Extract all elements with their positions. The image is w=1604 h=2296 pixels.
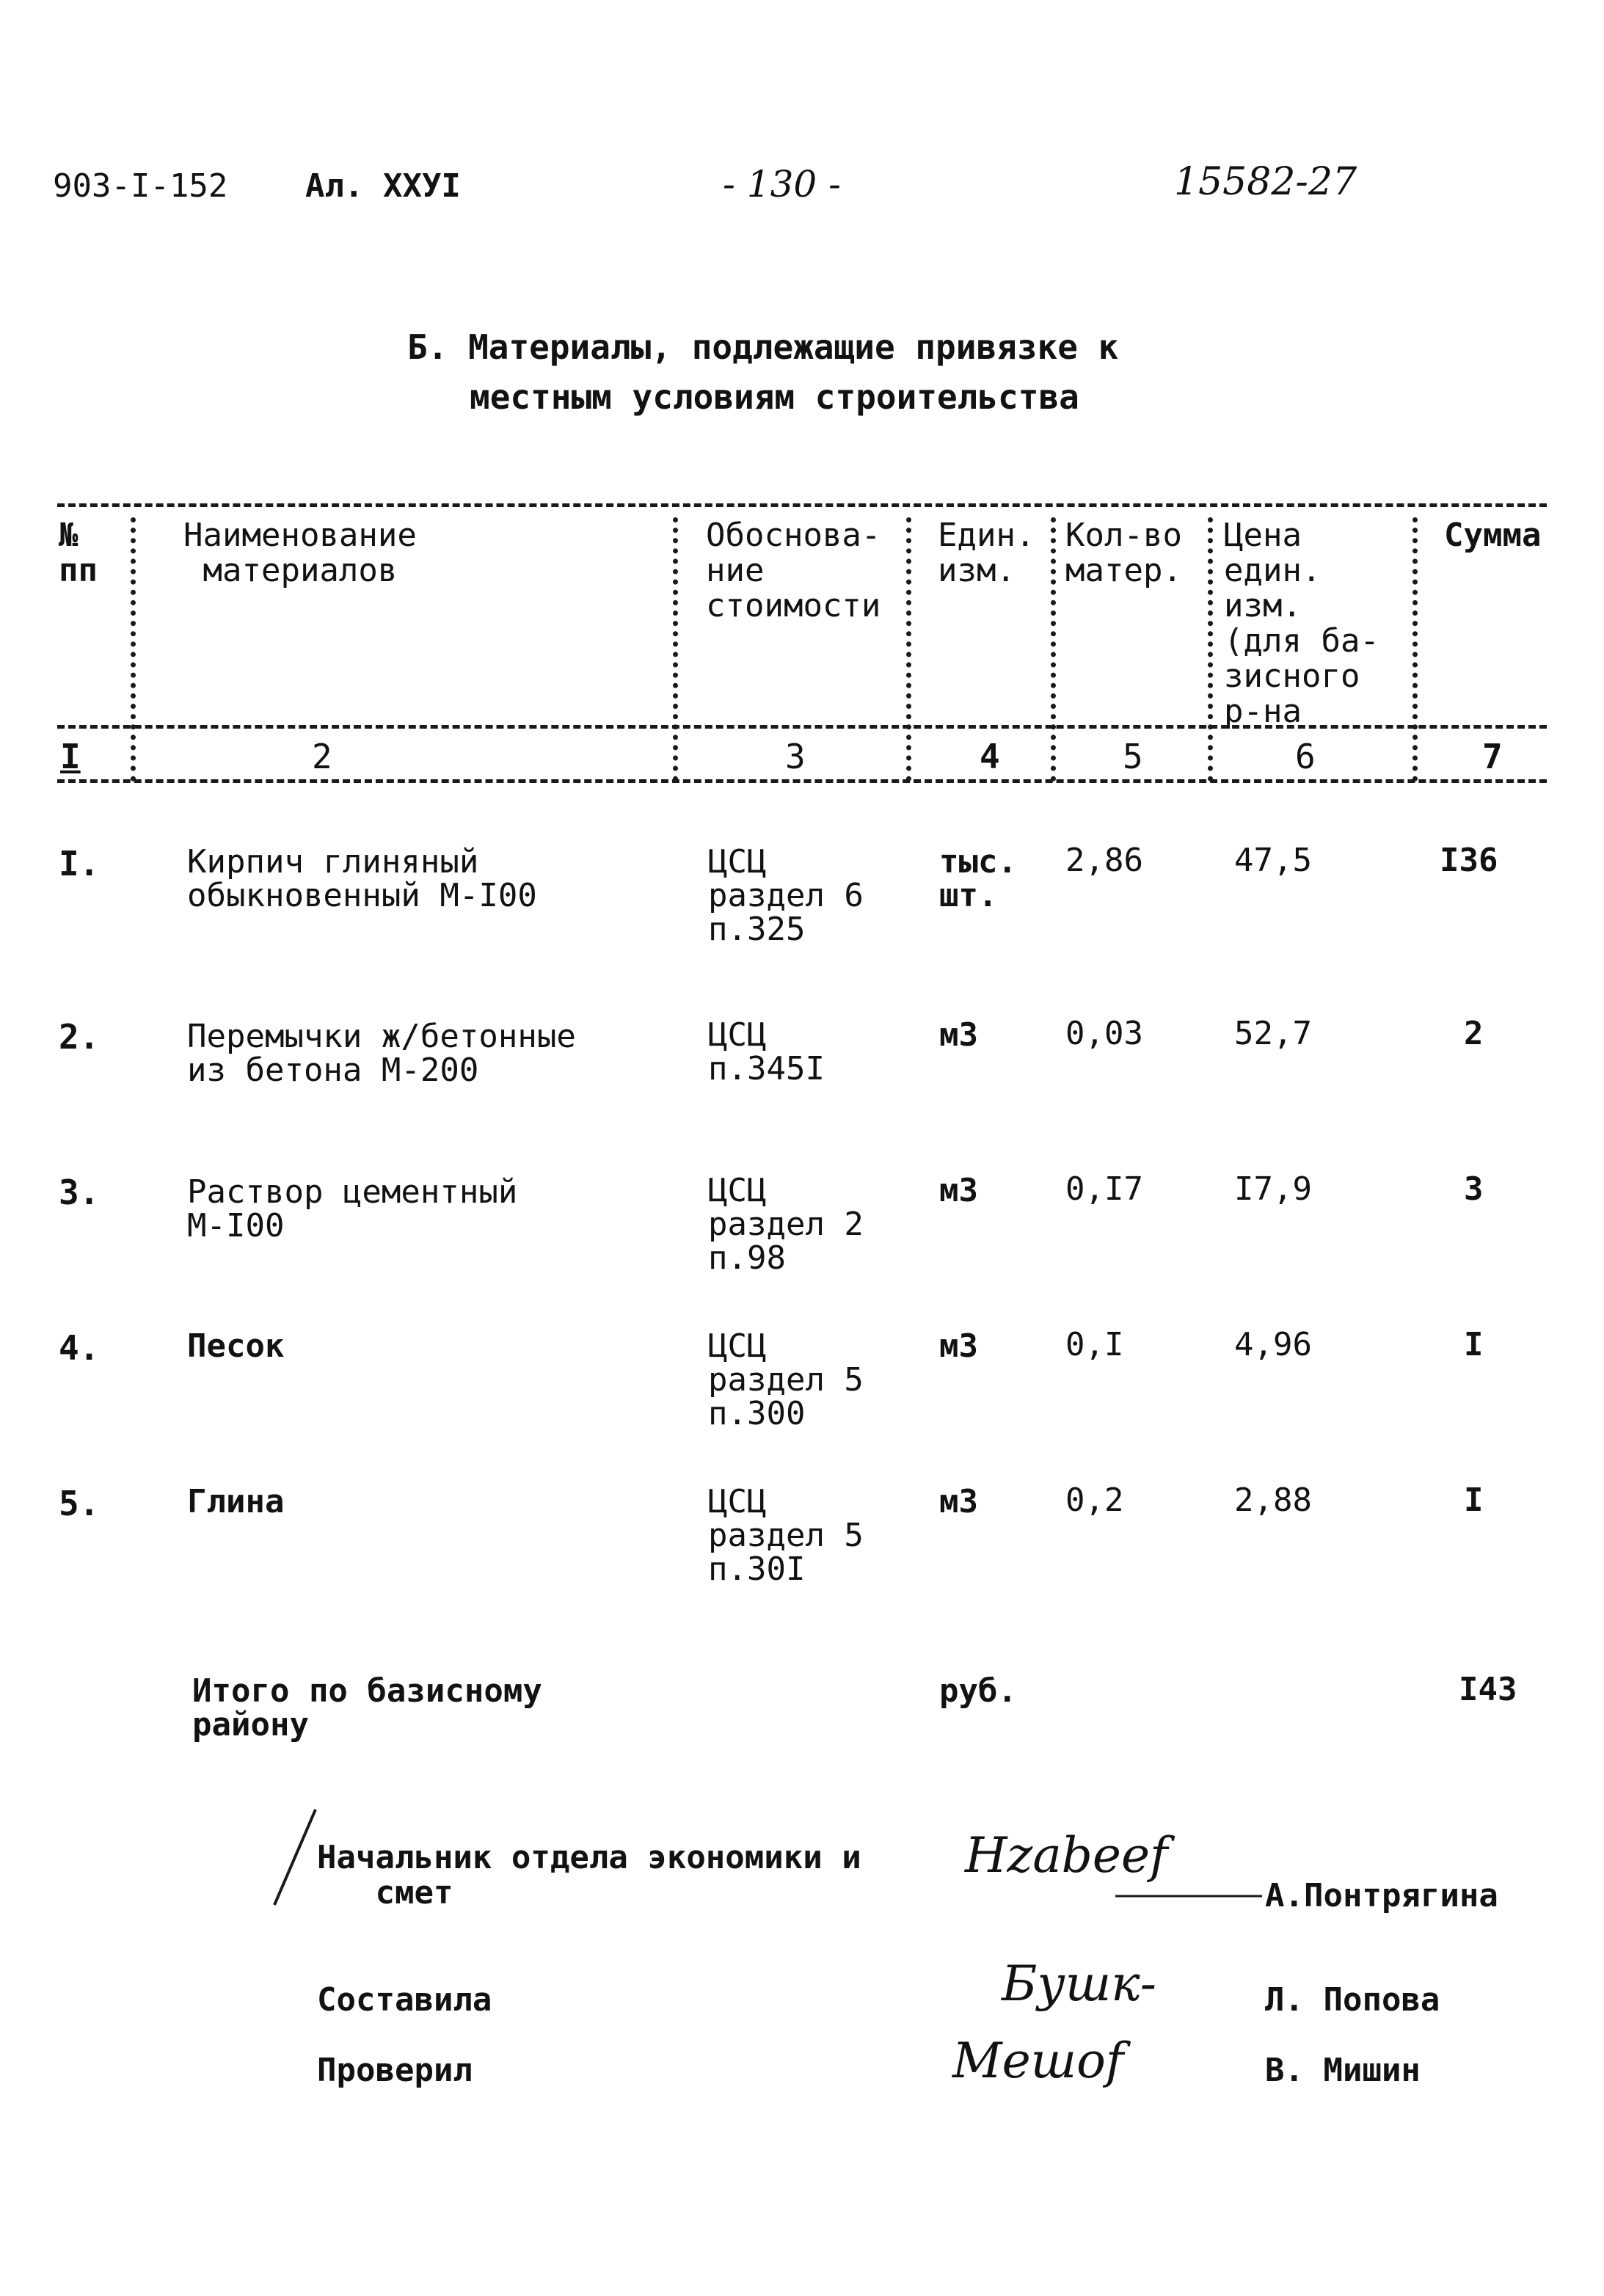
document-number: 15582-27 (1174, 160, 1357, 204)
sum: I (1464, 1326, 1484, 1363)
material-name: Раствор цементный М-I00 (187, 1173, 518, 1244)
handwritten-signature-3: Мешоf (952, 2033, 1124, 2089)
handwritten-signature-2: Бушк- (1002, 1956, 1157, 2012)
section-title-line2: местным условиям строительства (470, 377, 1079, 417)
column-number-4: 4 (980, 737, 1000, 776)
column-header-number: № пп (59, 517, 98, 589)
signatory-name-1: А.Понтрягина (1265, 1877, 1498, 1914)
cost-basis: ЦСЦ раздел 6 п.325 (708, 843, 864, 948)
unit: м3 (939, 1172, 978, 1209)
sum: I (1464, 1482, 1484, 1519)
table-top-border (57, 503, 1547, 507)
price: 47,5 (1234, 842, 1312, 879)
column-separator-1 (131, 517, 136, 781)
total-sum: I43 (1459, 1671, 1517, 1708)
signatory-name-2: Л. Попова (1265, 1981, 1440, 2019)
unit: м3 (939, 1483, 978, 1520)
column-separator-5 (1208, 517, 1213, 781)
price: 2,88 (1234, 1482, 1312, 1519)
signatory-name-3: В. Мишин (1265, 2052, 1421, 2089)
column-separator-3 (906, 517, 911, 781)
unit: тыс. шт. (939, 843, 1017, 914)
material-name: Глина (187, 1483, 285, 1520)
quantity: 2,86 (1065, 842, 1143, 879)
sum: 2 (1464, 1015, 1484, 1052)
row-number: 5. (59, 1484, 100, 1523)
column-separator-6 (1412, 517, 1418, 781)
quantity: 0,03 (1065, 1015, 1143, 1052)
material-name: Песок (187, 1327, 285, 1365)
column-header-unit: Един. изм. (938, 517, 1035, 589)
cost-basis: ЦСЦ п.345I (708, 1016, 825, 1087)
column-number-2: 2 (312, 737, 332, 776)
album-number: Ал. XXУI (305, 167, 461, 205)
column-number-3: 3 (785, 737, 806, 776)
column-separator-4 (1051, 517, 1056, 781)
slash-mark (270, 1807, 321, 1909)
number-row-divider (57, 779, 1547, 783)
signature-underline (1115, 1892, 1262, 1900)
section-title-line1: Б. Материалы, подлежащие привязке к (407, 327, 1119, 367)
page-number: - 130 - (723, 163, 842, 205)
column-header-price: Цена един. изм. (для ба- зисного р-на (1224, 517, 1379, 730)
column-number-6: 6 (1295, 737, 1316, 776)
price: 52,7 (1234, 1015, 1312, 1052)
row-number: I. (59, 844, 100, 883)
row-number: 3. (59, 1173, 100, 1212)
signature-role-compiled: Составила (317, 1981, 492, 2019)
column-number-5: 5 (1123, 737, 1143, 776)
quantity: 0,2 (1065, 1482, 1124, 1519)
column-header-basis: Обоснова- ние стоимости (706, 517, 881, 624)
column-separator-2 (673, 517, 678, 781)
column-header-sum: Сумма (1444, 517, 1542, 554)
column-header-quantity: Кол-во матер. (1065, 517, 1182, 589)
unit: м3 (939, 1327, 978, 1365)
quantity: 0,I (1065, 1326, 1124, 1363)
sum: I36 (1440, 842, 1498, 879)
total-label: Итого по базисному району (192, 1672, 542, 1743)
row-number: 4. (59, 1328, 100, 1368)
price: 4,96 (1234, 1326, 1312, 1363)
quantity: 0,I7 (1065, 1170, 1143, 1208)
price: I7,9 (1234, 1170, 1312, 1208)
material-name: Кирпич глиняный обыкновенный М-I00 (187, 843, 537, 914)
document-code: 903-I-152 (53, 167, 228, 205)
column-header-name: Наименование материалов (183, 517, 417, 589)
column-number-1: I (60, 737, 81, 776)
sum: 3 (1464, 1170, 1484, 1208)
unit: м3 (939, 1016, 978, 1054)
cost-basis: ЦСЦ раздел 2 п.98 (708, 1172, 864, 1277)
row-number: 2. (59, 1017, 100, 1057)
cost-basis: ЦСЦ раздел 5 п.30I (708, 1483, 864, 1588)
material-name: Перемычки ж/бетонные из бетона М-200 (187, 1018, 576, 1089)
signature-role-head: Начальник отдела экономики и смет (317, 1839, 861, 1911)
total-unit: руб. (939, 1672, 1017, 1710)
signature-role-checked: Проверил (317, 2052, 473, 2089)
column-number-7: 7 (1482, 737, 1503, 776)
cost-basis: ЦСЦ раздел 5 п.300 (708, 1327, 864, 1432)
handwritten-signature-1: Hzabeef (965, 1827, 1168, 1884)
